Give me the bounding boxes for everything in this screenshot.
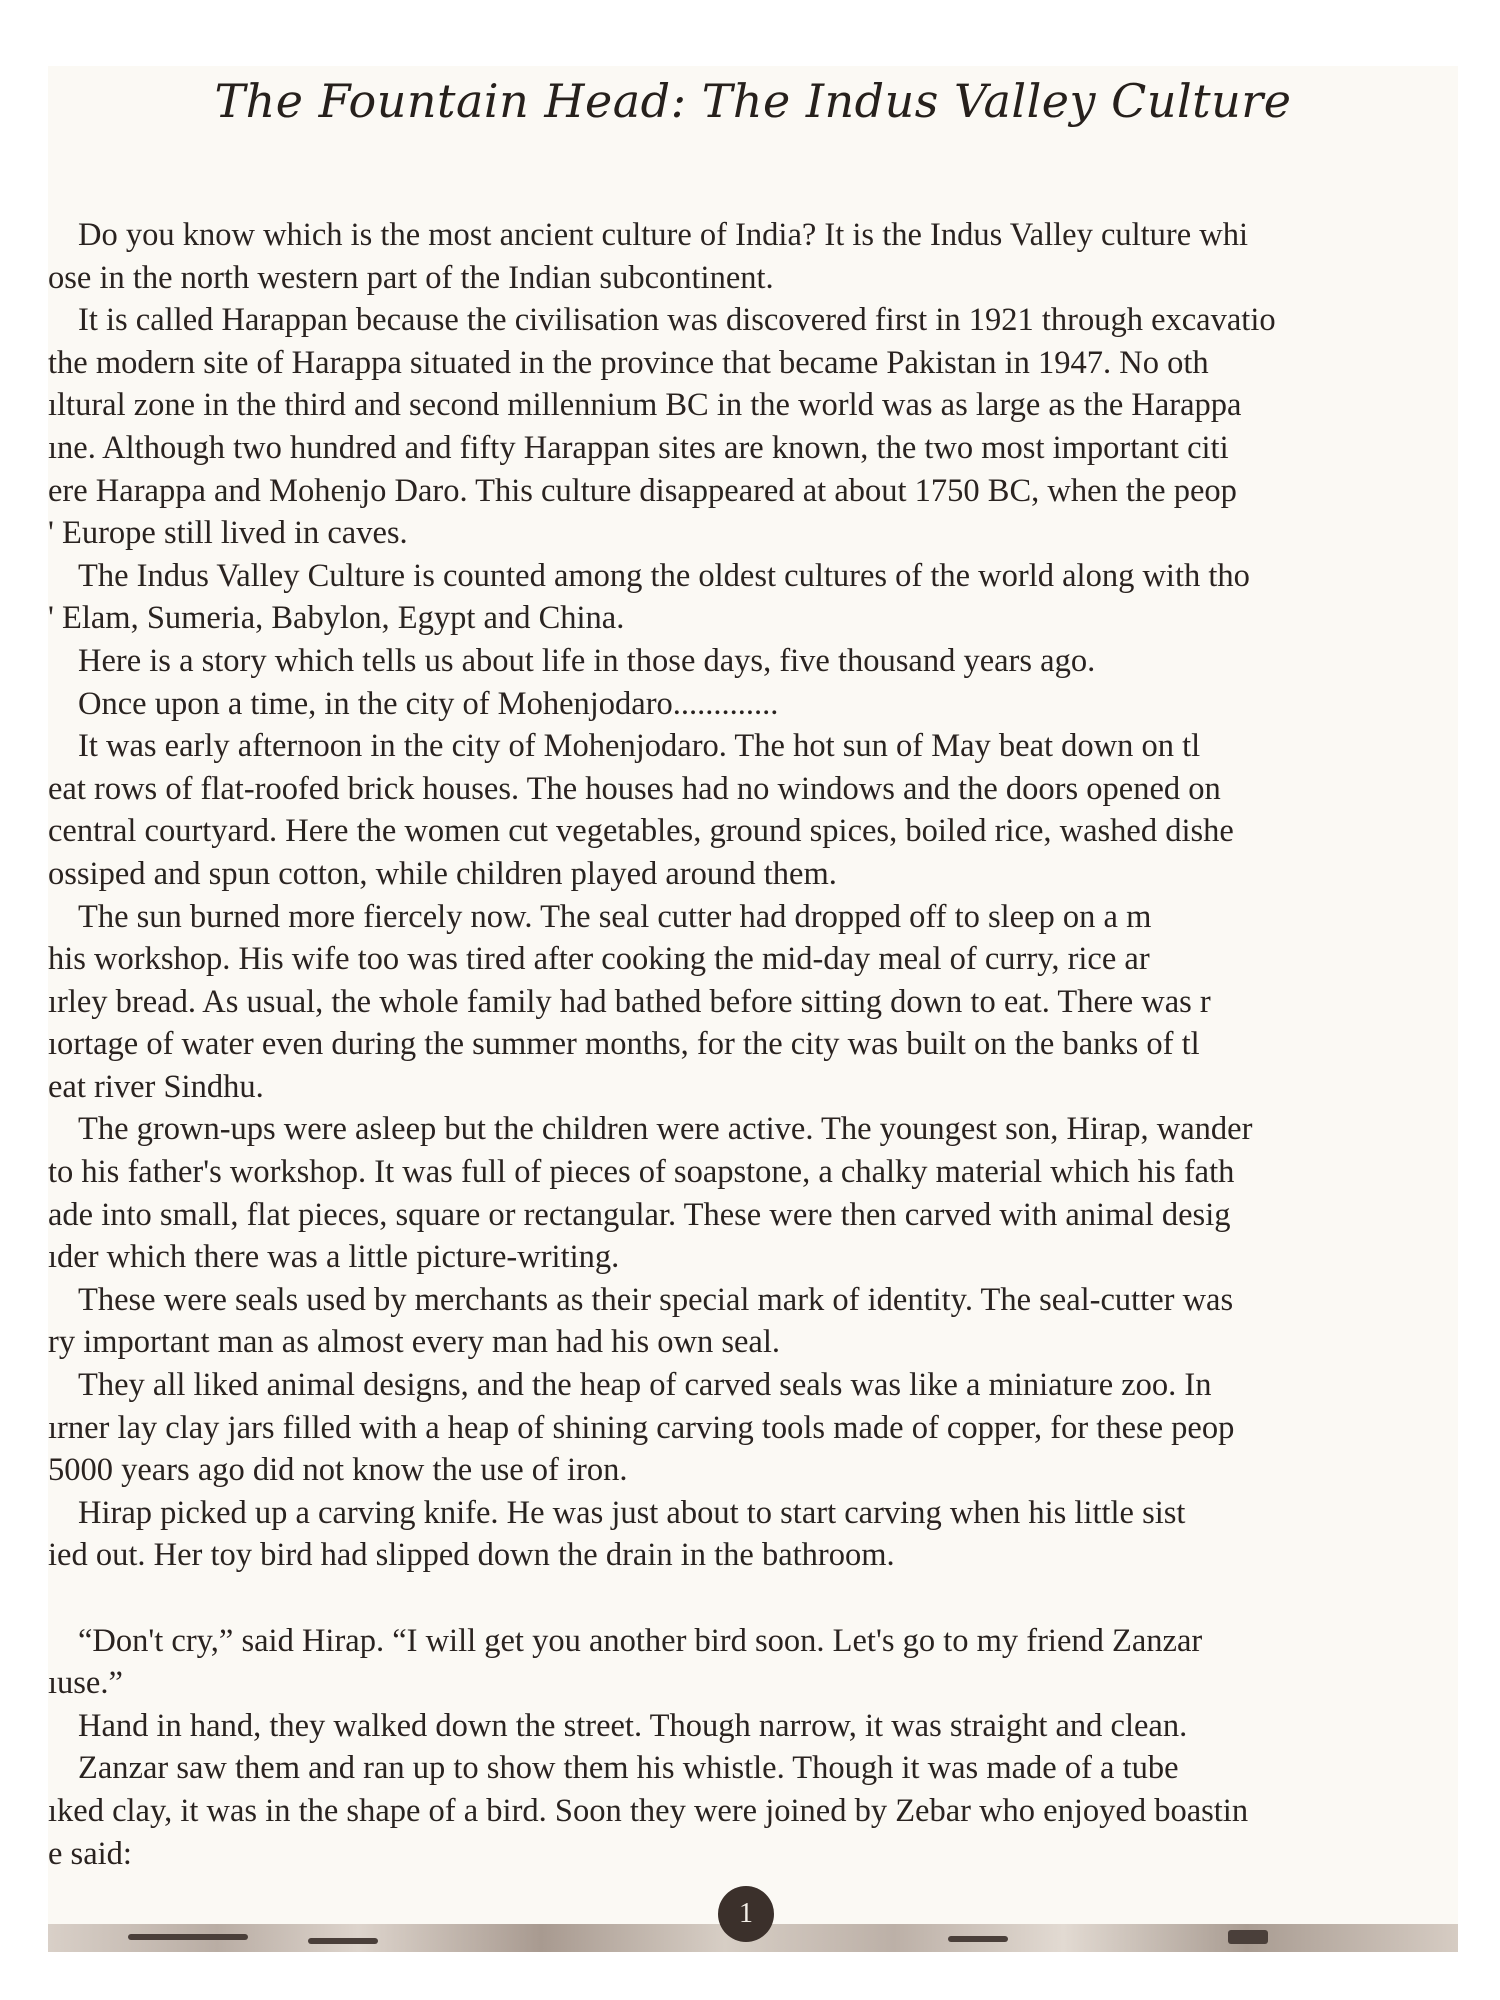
text-line: The Indus Valley Culture is counted among the oldest cultures of the world along with tho <box>78 557 1250 594</box>
text-line: ied out. Her toy bird had slipped down the drain in the bathroom. <box>48 1537 895 1574</box>
text-line: eat river Sindhu. <box>48 1068 264 1105</box>
text-line: ade into small, flat pieces, square or rectangular. These were then carved with animal desig <box>48 1196 1231 1233</box>
text-line: Here is a story which tells us about life in those days, five thousand years ago. <box>78 642 1096 679</box>
text-line: Hand in hand, they walked down the street. Though narrow, it was straight and clean. <box>78 1707 1188 1744</box>
page-number-badge: 1 <box>718 1886 774 1942</box>
text-line: central courtyard. Here the women cut vegetables, ground spices, boiled rice, washed dishe <box>48 813 1234 850</box>
blank-line <box>48 1577 1458 1620</box>
text-line: These were seals used by merchants as their special mark of identity. The seal-cutter was <box>78 1281 1234 1318</box>
text-line: Once upon a time, in the city of Mohenjodaro............. <box>78 685 779 722</box>
text-line: ere Harappa and Mohenjo Daro. This culture disappeared at about 1750 BC, when the peop <box>48 472 1237 509</box>
text-line: It was early afternoon in the city of Mohenjodaro. The hot sun of May beat down on tl <box>78 728 1201 765</box>
text-line: the modern site of Harappa situated in the province that became Pakistan in 1947. No oth <box>48 344 1209 381</box>
text-line: ossiped and spun cotton, while children played around them. <box>48 855 837 892</box>
text-line: ıortage of water even during the summer months, for the city was built on the banks of tl <box>48 1026 1200 1063</box>
text-line: Hirap picked up a carving knife. He was just about to start carving when his little sist <box>78 1494 1186 1531</box>
text-line: e said: <box>48 1835 132 1872</box>
text-line: eat rows of flat-roofed brick houses. The houses had no windows and the doors opened on <box>48 770 1221 807</box>
text-line: ıltural zone in the third and second millennium BC in the world was as large as the Harappa <box>48 387 1242 424</box>
text-line: Do you know which is the most ancient culture of India? It is the Indus Valley culture whi <box>78 217 1249 253</box>
page-sheet <box>48 66 1458 1952</box>
text-line: ıne. Although two hundred and fifty Harappan sites are known, the two most important citi <box>48 429 1229 466</box>
text-line: It is called Harappan because the civilisation was discovered first in 1921 through excavatio <box>78 302 1276 339</box>
text-line: ' Europe still lived in caves. <box>48 515 408 552</box>
text-line: ırner lay clay jars filled with a heap of shining carving tools made of copper, for these peop <box>48 1409 1235 1446</box>
text-line: Zanzar saw them and ran up to show them his whistle. Though it was made of a tube <box>78 1750 1179 1787</box>
page-title: The Fountain Head: The Indus Valley Culture <box>214 74 1292 128</box>
text-line: “Don't cry,” said Hirap. “I will get you another bird soon. Let's go to my friend Zanzar <box>78 1622 1203 1659</box>
text-line: ırley bread. As usual, the whole family had bathed before sitting down to eat. There was r <box>48 983 1211 1020</box>
text-line: They all liked animal designs, and the heap of carved seals was like a miniature zoo. In <box>78 1367 1212 1404</box>
text-line: ıuse.” <box>48 1665 123 1702</box>
text-line: ry important man as almost every man had his own seal. <box>48 1324 780 1361</box>
text-line: 5000 years ago did not know the use of iron. <box>48 1452 628 1489</box>
text-line: The grown-ups were asleep but the children were active. The youngest son, Hirap, wander <box>78 1111 1253 1148</box>
text-line: ' Elam, Sumeria, Babylon, Egypt and China. <box>48 600 625 637</box>
text-line: to his father's workshop. It was full of pieces of soapstone, a chalky material which his fath <box>48 1154 1235 1191</box>
text-line: ıked clay, it was in the shape of a bird. Soon they were joined by Zebar who enjoyed boastin <box>48 1792 1249 1829</box>
text-line: The sun burned more fiercely now. The seal cutter had dropped off to sleep on a m <box>78 898 1152 935</box>
text-line: his workshop. His wife too was tired after cooking the mid-day meal of curry, rice ar <box>48 941 1150 978</box>
text-line: ose in the north western part of the Indian subcontinent. <box>48 259 774 296</box>
body-text <box>48 214 1458 1875</box>
text-line: ıder which there was a little picture-writing. <box>48 1239 620 1276</box>
